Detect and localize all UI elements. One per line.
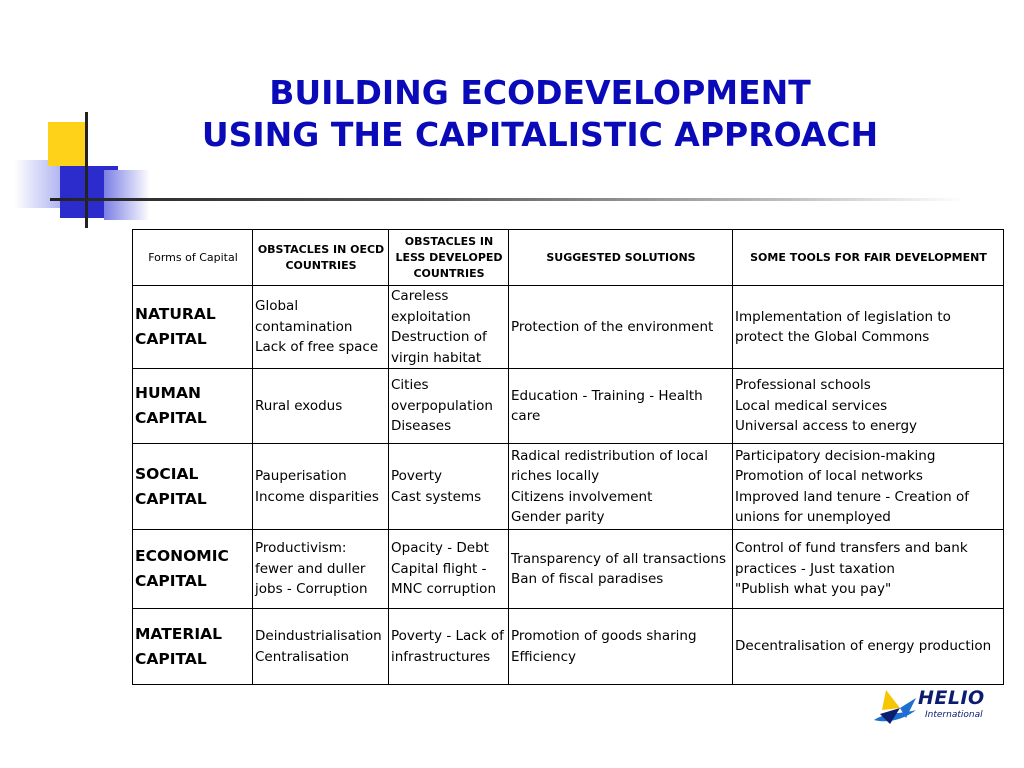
row-capital: ECONOMIC CAPITAL <box>133 530 253 609</box>
slide-title-line-2: USING THE CAPITALISTIC APPROACH <box>201 115 879 154</box>
row-tools: Control of fund transfers and bank practices - Just taxation "Publish what you pay" <box>733 530 1004 609</box>
row-oecd: Global contamination Lack of free space <box>253 286 389 369</box>
table-row <box>133 609 1004 685</box>
row-capital: MATERIAL CAPITAL <box>133 609 253 685</box>
row-ldc: Careless exploitation Destruction of virgin habitat <box>389 286 509 369</box>
row-ldc: Opacity - Debt Capital flight - MNC corruption <box>389 530 509 609</box>
logo-name: HELIO <box>918 687 985 709</box>
table-row <box>133 286 1004 369</box>
header-suggested-solutions: SUGGESTED SOLUTIONS <box>509 230 733 286</box>
decorative-vertical-line <box>85 112 88 228</box>
row-oecd: Deindustrialisation Centralisation <box>253 609 389 685</box>
decorative-gradient-right <box>104 170 150 220</box>
row-tools: Professional schools Local medical services Universal access to energy <box>733 369 1004 444</box>
decorative-horizontal-rule <box>50 198 965 201</box>
row-solutions: Transparency of all transactions Ban of fiscal paradises <box>509 530 733 609</box>
row-tools: Decentralisation of energy production <box>733 609 1004 685</box>
row-solutions: Protection of the environment <box>509 286 733 369</box>
row-solutions: Education - Training - Health care <box>509 369 733 444</box>
row-ldc: Poverty - Lack of infrastructures <box>389 609 509 685</box>
row-solutions: Promotion of goods sharing Efficiency <box>509 609 733 685</box>
table-row <box>133 369 1004 444</box>
decorative-yellow-square <box>48 122 86 166</box>
row-capital: NATURAL CAPITAL <box>133 286 253 369</box>
row-capital: HUMAN CAPITAL <box>133 369 253 444</box>
row-tools: Participatory decision-making Promotion of local networks Improved land tenure - Creation of unions for unemployed <box>733 444 1004 530</box>
header-obstacles-oecd: OBSTACLES IN OECD COUNTRIES <box>253 230 389 286</box>
table-row <box>133 444 1004 530</box>
row-ldc: Poverty Cast systems <box>389 444 509 530</box>
table-header-row <box>133 230 1004 286</box>
slide-title-line-1: BUILDING ECODEVELOPMENT <box>269 73 811 112</box>
header-obstacles-ldc: OBSTACLES IN LESS DEVELOPED COUNTRIES <box>389 230 509 286</box>
logo-subtitle: International <box>925 710 983 720</box>
capital-table <box>132 229 1004 685</box>
row-oecd: Rural exodus <box>253 369 389 444</box>
header-tools: SOME TOOLS FOR FAIR DEVELOPMENT <box>733 230 1004 286</box>
row-oecd: Productivism: fewer and duller jobs - Corruption <box>253 530 389 609</box>
table-row <box>133 530 1004 609</box>
header-forms-of-capital: Forms of Capital <box>133 230 253 286</box>
row-oecd: Pauperisation Income disparities <box>253 444 389 530</box>
slide-title <box>100 72 980 156</box>
row-ldc: Cities overpopulation Diseases <box>389 369 509 444</box>
row-solutions: Radical redistribution of local riches locally Citizens involvement Gender parity <box>509 444 733 530</box>
row-tools: Implementation of legislation to protect the Global Commons <box>733 286 1004 369</box>
row-capital: SOCIAL CAPITAL <box>133 444 253 530</box>
